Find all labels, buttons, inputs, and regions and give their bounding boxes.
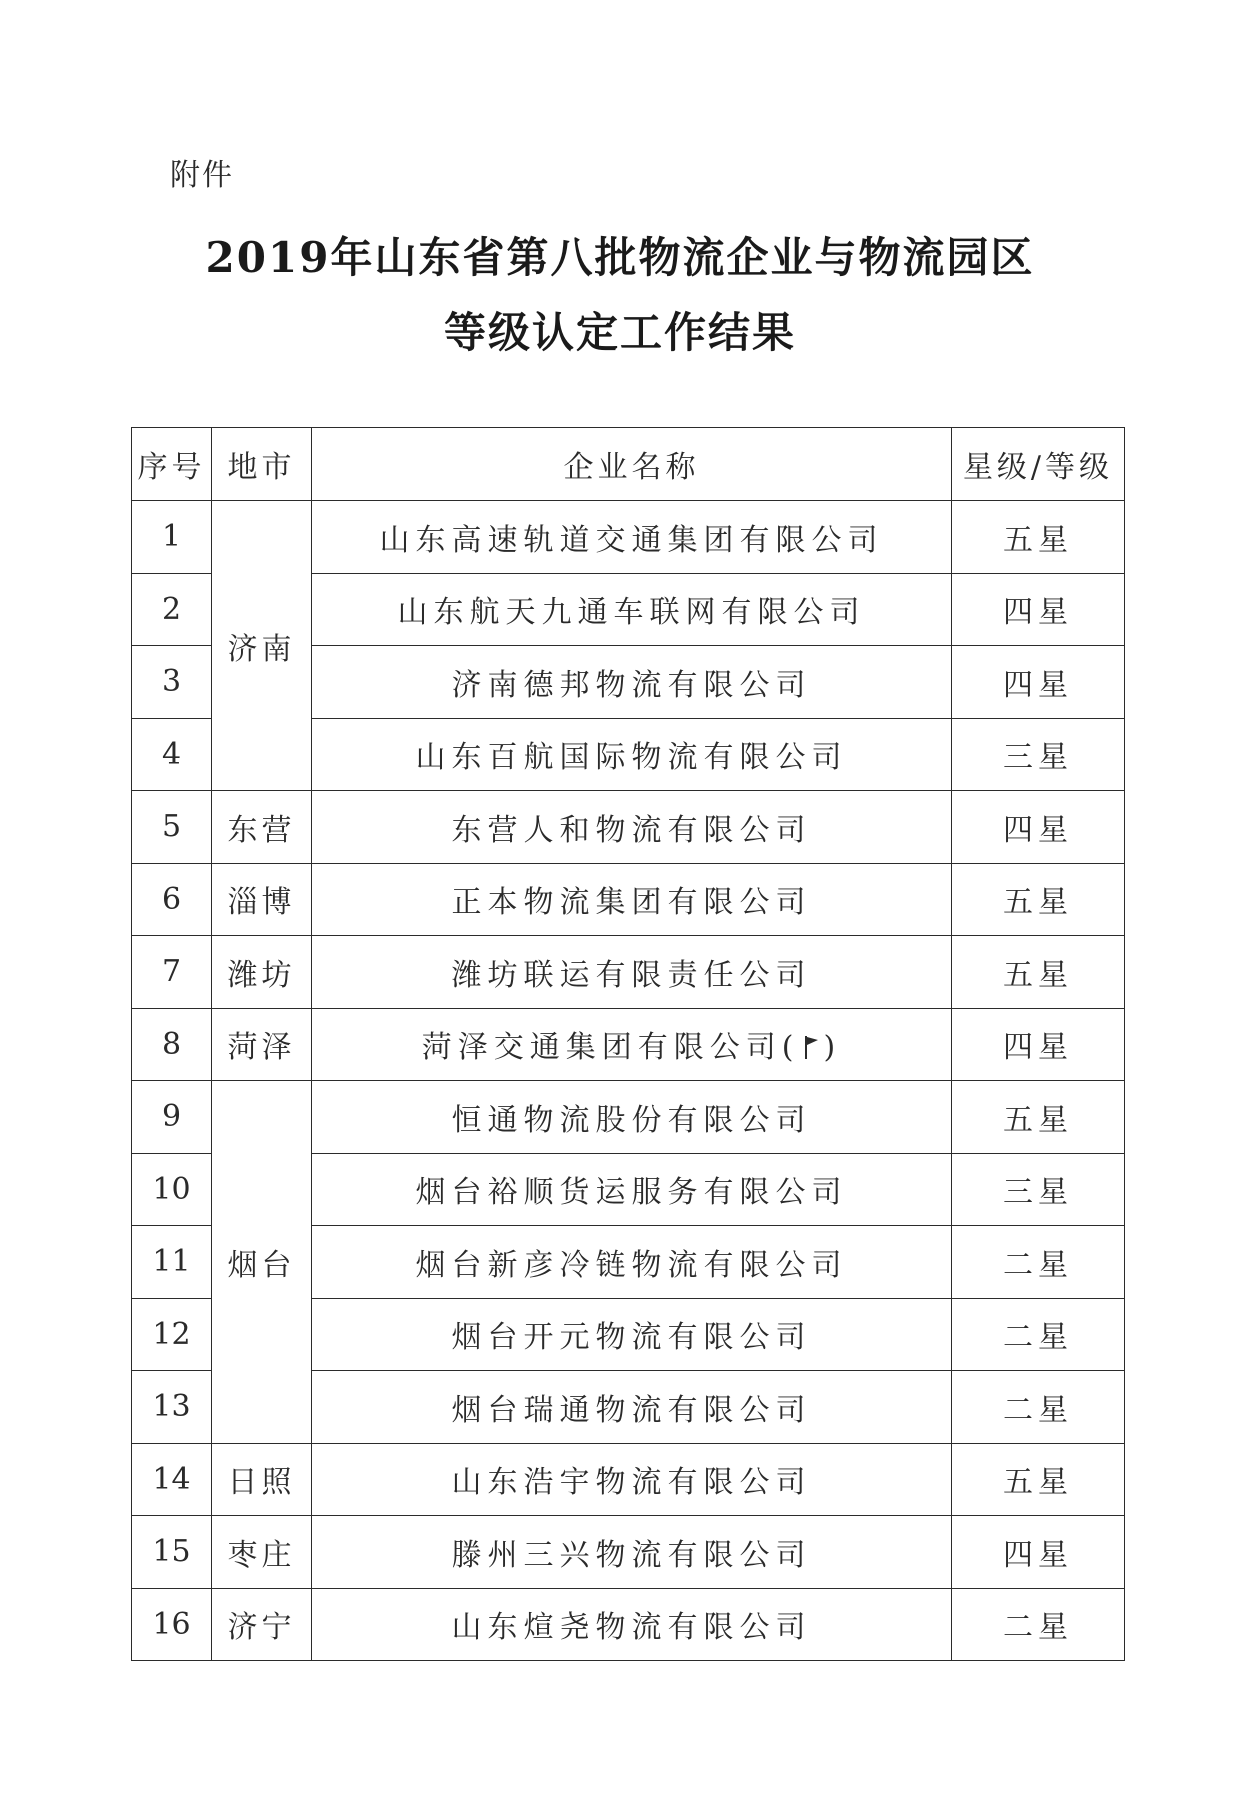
row-company-name: 东营人和物流有限公司 <box>312 791 952 864</box>
column-header-city: 地市 <box>212 428 312 501</box>
row-company-name: 山东航天九通车联网有限公司 <box>312 573 952 646</box>
row-seq: 11 <box>132 1226 212 1299</box>
row-company-name: 烟台新彦冷链物流有限公司 <box>312 1226 952 1299</box>
table-row <box>132 936 1125 1009</box>
row-seq: 12 <box>132 1298 212 1371</box>
row-seq: 2 <box>132 573 212 646</box>
table-row <box>132 863 1125 936</box>
row-company-name: 恒通物流股份有限公司 <box>312 1081 952 1154</box>
table-header-row <box>132 428 1125 501</box>
column-header-grade: 星级/等级 <box>952 428 1125 501</box>
row-company-name <box>312 1008 952 1081</box>
row-grade: 四星 <box>952 573 1125 646</box>
row-city: 枣庄 <box>212 1516 312 1589</box>
table-row <box>132 1081 1125 1154</box>
row-company-name: 山东百航国际物流有限公司 <box>312 718 952 791</box>
row-grade: 四星 <box>952 1516 1125 1589</box>
row-city: 济宁 <box>212 1588 312 1661</box>
row-city: 淄博 <box>212 863 312 936</box>
row-grade: 四星 <box>952 791 1125 864</box>
company-name-suffix: ) <box>823 1030 842 1066</box>
row-company-name: 烟台瑞通物流有限公司 <box>312 1371 952 1444</box>
row-city: 日照 <box>212 1443 312 1516</box>
row-grade: 五星 <box>952 936 1125 1009</box>
table-row <box>132 1516 1125 1589</box>
row-grade: 五星 <box>952 1443 1125 1516</box>
row-company-name: 山东浩宇物流有限公司 <box>312 1443 952 1516</box>
row-seq: 16 <box>132 1588 212 1661</box>
row-grade: 二星 <box>952 1371 1125 1444</box>
row-city: 潍坊 <box>212 936 312 1009</box>
row-company-name: 烟台开元物流有限公司 <box>312 1298 952 1371</box>
row-grade: 四星 <box>952 646 1125 719</box>
row-grade: 五星 <box>952 1081 1125 1154</box>
row-grade: 三星 <box>952 718 1125 791</box>
row-grade: 二星 <box>952 1588 1125 1661</box>
row-seq: 4 <box>132 718 212 791</box>
flag-icon <box>804 1034 820 1060</box>
row-grade: 四星 <box>952 1008 1125 1081</box>
table-row <box>132 1588 1125 1661</box>
row-seq: 1 <box>132 501 212 574</box>
table-row <box>132 791 1125 864</box>
row-company-name: 山东高速轨道交通集团有限公司 <box>312 501 952 574</box>
row-seq: 3 <box>132 646 212 719</box>
row-company-name: 滕州三兴物流有限公司 <box>312 1516 952 1589</box>
company-name-text: 菏泽交通集团有限公司( <box>421 1030 800 1066</box>
results-table <box>131 427 1125 1661</box>
row-grade: 五星 <box>952 501 1125 574</box>
row-company-name: 山东煊尧物流有限公司 <box>312 1588 952 1661</box>
row-grade: 五星 <box>952 863 1125 936</box>
row-seq: 13 <box>132 1371 212 1444</box>
table-row <box>132 1008 1125 1081</box>
row-city: 烟台 <box>212 1081 312 1444</box>
attachment-label: 附件 <box>170 158 234 193</box>
row-company-name: 潍坊联运有限责任公司 <box>312 936 952 1009</box>
row-seq: 14 <box>132 1443 212 1516</box>
row-grade: 二星 <box>952 1226 1125 1299</box>
row-company-name: 烟台裕顺货运服务有限公司 <box>312 1153 952 1226</box>
row-seq: 5 <box>132 791 212 864</box>
row-seq: 10 <box>132 1153 212 1226</box>
page-title-line-2: 等级认定工作结果 <box>443 308 796 357</box>
row-company-name: 济南德邦物流有限公司 <box>312 646 952 719</box>
row-city: 济南 <box>212 501 312 791</box>
row-grade: 三星 <box>952 1153 1125 1226</box>
row-seq: 8 <box>132 1008 212 1081</box>
page-title-line-1: 2019年山东省第八批物流企业与物流园区 <box>205 233 1035 282</box>
row-grade: 二星 <box>952 1298 1125 1371</box>
table-row <box>132 501 1125 574</box>
row-seq: 15 <box>132 1516 212 1589</box>
table-row <box>132 1443 1125 1516</box>
row-seq: 9 <box>132 1081 212 1154</box>
row-company-name: 正本物流集团有限公司 <box>312 863 952 936</box>
row-seq: 7 <box>132 936 212 1009</box>
column-header-seq: 序号 <box>132 428 212 501</box>
row-city: 菏泽 <box>212 1008 312 1081</box>
row-city: 东营 <box>212 791 312 864</box>
column-header-name: 企业名称 <box>312 428 952 501</box>
row-seq: 6 <box>132 863 212 936</box>
